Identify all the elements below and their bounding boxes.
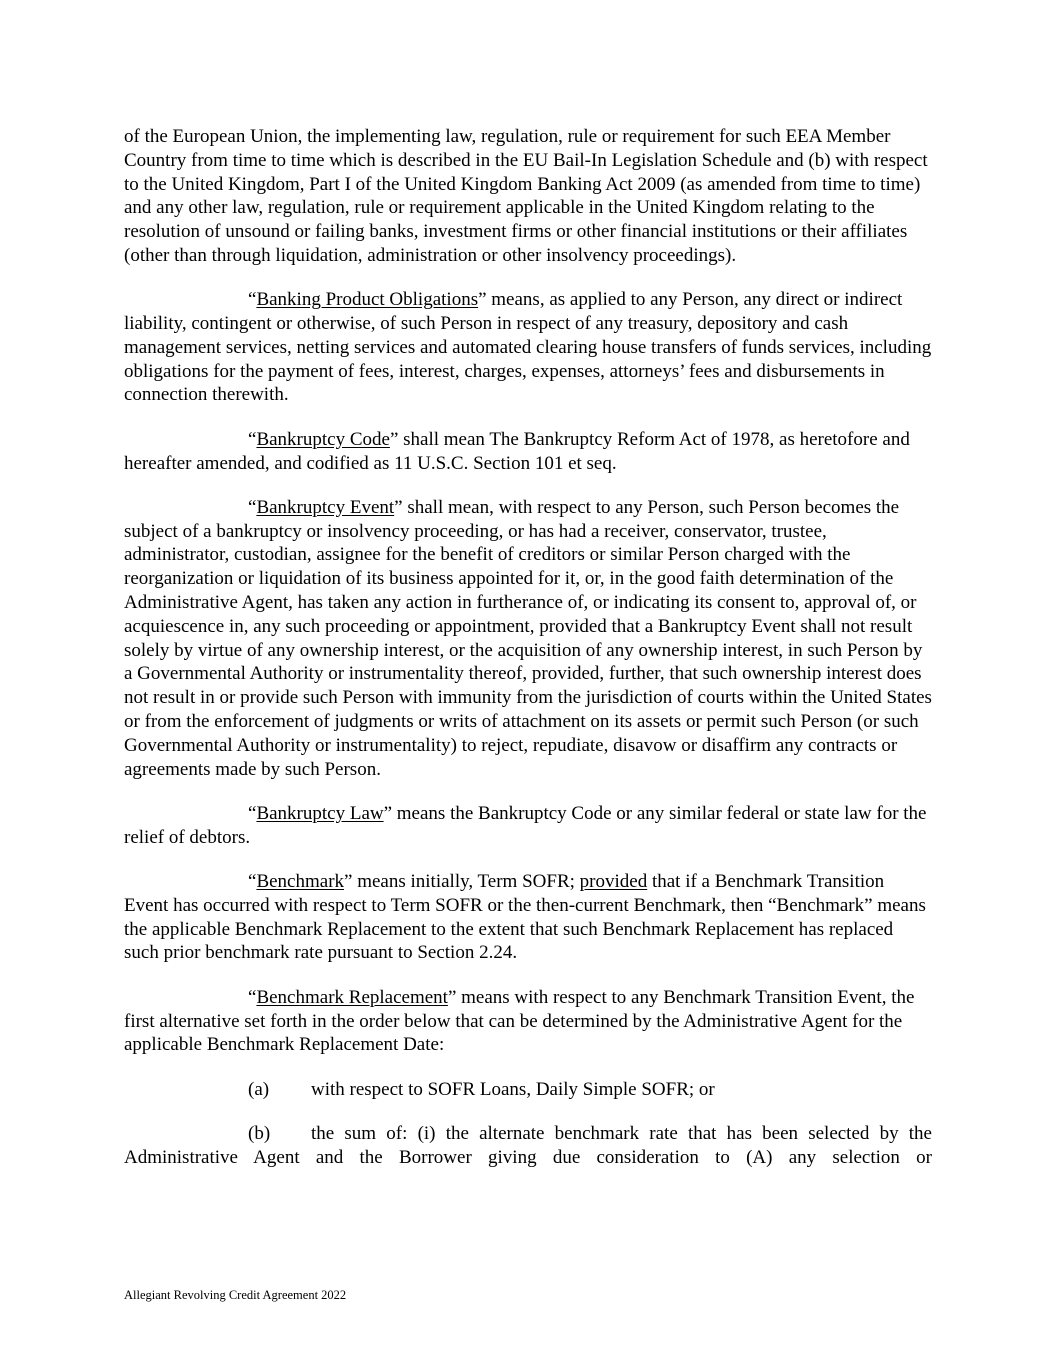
definition-text: ” shall mean, with respect to any Person, such Person becomes the subject of a bankruptcy or insolvency proceeding, or has had a receiver, conservator, trustee, administrator, custodian, assignee for the benefit of creditors or similar Person charged with the reorganization or liquidation of its business appointed for it, or, in the good faith determination of the Administrative Agent, has taken any action in furtherance of, or indicating its consent to, approval of, or acquiescence in, any such proceeding or appointment, provided that a Bankruptcy Event shall not result solely by virtue of any ownership interest, or the acquisition of any ownership interest, in such Person by a Governmental Authority or instrumentality thereof, provided, further, that such ownership interest does not result in or provide such Person with immunity from the jurisdiction of courts within the United States or from the enforcement of judgments or writs of attachment on its assets or permit such Person (or such Governmental Authority or instrumentality) to reject, repudiate, disavow or disaffirm any contracts or agreements made by such Person.	[124, 496, 932, 780]
definition-benchmark	[124, 870, 932, 965]
defined-term: Benchmark Replacement	[256, 986, 448, 1008]
definition-bankruptcy-event	[124, 496, 932, 782]
open-quote: “	[248, 802, 257, 824]
defined-term: Bankruptcy Law	[256, 802, 384, 824]
open-quote: “	[248, 428, 257, 450]
definition-bankruptcy-code	[124, 428, 932, 476]
open-quote: “	[248, 871, 257, 893]
defined-term: Bankruptcy Event	[256, 496, 395, 518]
defined-term: Bankruptcy Code	[256, 428, 390, 450]
list-item-b	[124, 1122, 932, 1170]
defined-term: Banking Product Obligations	[256, 289, 479, 311]
list-item-text: the sum of: (i) the alternate benchmark rate that has been selected by the Administrative Agent and the Borrower giving due consideration to (A) any selection or	[124, 1122, 932, 1168]
list-item-a	[248, 1078, 932, 1102]
defined-term: Benchmark	[256, 871, 345, 893]
page-footer: Allegiant Revolving Credit Agreement 2022	[124, 1288, 347, 1302]
definition-banking-product-obligations	[124, 288, 932, 407]
list-item-text: with respect to SOFR Loans, Daily Simple SOFR; or	[311, 1078, 715, 1100]
open-quote: “	[248, 289, 257, 311]
provided-term: provided	[579, 871, 648, 893]
list-item-label: (b)	[248, 1122, 271, 1144]
definition-text-continued: that if a Benchmark Transition Event has occurred with respect to Term SOFR or the then-current Benchmark, then “Benchmark” means the applicable Benchmark Replacement to the extent that such Benchmark Replacement has replaced such prior benchmark rate pursuant to Section 2.24.	[124, 871, 926, 964]
open-quote: “	[248, 986, 257, 1008]
paragraph-eu-bail-in: of the European Union, the implementing law, regulation, rule or requirement for such EEA Member Country from time to time which is described in the EU Bail-In Legislation Schedule and (b) with respect to the United Kingdom, Part I of the United Kingdom Banking Act 2009 (as amended from time to time) and any other law, regulation, rule or requirement applicable in the United Kingdom relating to the resolution of unsound or failing banks, investment firms or other financial institutions or their affiliates (other than through liquidation, administration or other insolvency proceedings).	[124, 126, 928, 266]
definition-text: ” means with respect to any Benchmark Transition Event, the first alternative set forth in the order below that can be determined by the Administrative Agent for the applicable Benchmark Replacement Date:	[124, 986, 915, 1056]
document-page	[124, 125, 932, 1169]
definition-text: ” shall mean The Bankruptcy Reform Act of 1978, as heretofore and hereafter amended, and codified as 11 U.S.C. Section 101 et seq.	[124, 428, 910, 474]
open-quote: “	[248, 496, 257, 518]
definition-text: ” means, as applied to any Person, any direct or indirect liability, contingent or otherwise, of such Person in respect of any treasury, depository and cash management services, netting services and automated clearing house transfers of funds services, including obligations for the payment of fees, interest, charges, expenses, attorneys’ fees and disbursements in connection therewith.	[124, 289, 932, 406]
definition-bankruptcy-law	[124, 802, 932, 850]
definition-text: ” means the Bankruptcy Code or any similar federal or state law for the relief of debtors.	[124, 802, 927, 848]
definition-benchmark-replacement	[124, 986, 932, 1057]
definition-text: ” means initially, Term SOFR;	[344, 871, 580, 893]
list-item-label: (a)	[248, 1078, 270, 1100]
